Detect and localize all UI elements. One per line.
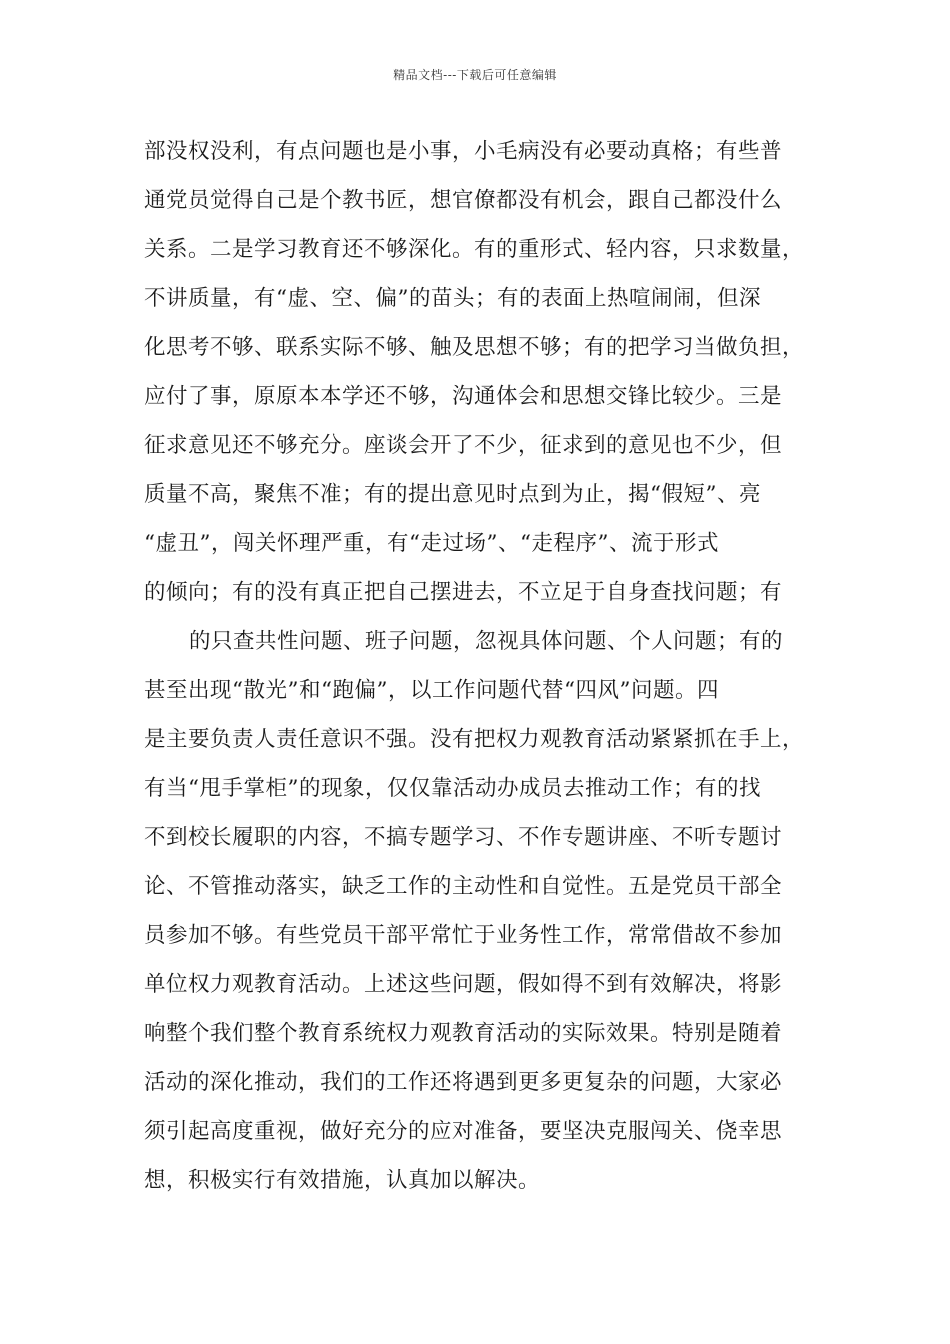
text-line: 不到校长履职的内容，不搞专题学习、不作专题讲座、不听专题讨 [144,825,783,850]
text-line: “虚丑”，闯关怀理严重，有“走过场”、“走程序”、流于形式 [144,531,719,556]
paragraph-1 [144,132,844,622]
text-line: 通党员觉得自己是个教书匠，想官僚都没有机会，跟自己都没什么 [144,188,783,213]
text-line: 活动的深化推动，我们的工作还将遇到更多更复杂的问题，大家必 [144,1070,783,1095]
document-body [144,132,844,1210]
text-line: 响整个我们整个教育系统权力观教育活动的实际效果。特别是随着 [144,1021,783,1046]
text-line: 质量不高，聚焦不准；有的提出意见时点到为止，揭“假短”、亮 [144,482,761,507]
text-line: 单位权力观教育活动。上述这些问题，假如得不到有效解决，将影 [144,972,783,997]
text-line: 征求意见还不够充分。座谈会开了不少，征求到的意见也不少，但 [144,433,783,458]
text-line: 应付了事，原原本本学还不够，沟通体会和思想交锋比较少。三是 [144,384,783,409]
page-header: 精品文档---下载后可任意编辑 [393,68,557,82]
text-line: 须引起高度重视，做好充分的应对准备，要坚决克服闯关、侥幸思 [144,1119,783,1144]
text-line: 不讲质量，有“虚、空、偏”的苗头；有的表面上热喧闹闹，但深 [144,286,761,311]
paragraph-2 [144,622,844,1210]
text-line: 甚至出现“散光”和“跑偏”，以工作问题代替“四风”问题。四 [144,678,719,703]
text-line: 是主要负责人责任意识不强。没有把权力观教育活动紧紧抓在手上， [144,727,805,752]
text-line: 论、不管推动落实，缺乏工作的主动性和自觉性。五是党员干部全 [144,874,783,899]
text-line: 化思考不够、联系实际不够、触及思想不够；有的把学习当做负担， [144,335,805,360]
text-line: 的倾向；有的没有真正把自己摆进去，不立足于自身查找问题；有 [144,580,783,605]
text-line: 员参加不够。有些党员干部平常忙于业务性工作，常常借故不参加 [144,923,783,948]
text-line: 有当“甩手掌柜”的现象，仅仅靠活动办成员去推动工作；有的找 [144,776,761,801]
text-line: 的只查共性问题、班子问题，忽视具体问题、个人问题；有的 [189,629,784,654]
text-line: 关系。二是学习教育还不够深化。有的重形式、轻内容，只求数量， [144,237,805,262]
text-line: 想，积极实行有效措施，认真加以解决。 [144,1168,541,1193]
text-line: 部没权没利，有点问题也是小事，小毛病没有必要动真格；有些普 [144,139,783,164]
